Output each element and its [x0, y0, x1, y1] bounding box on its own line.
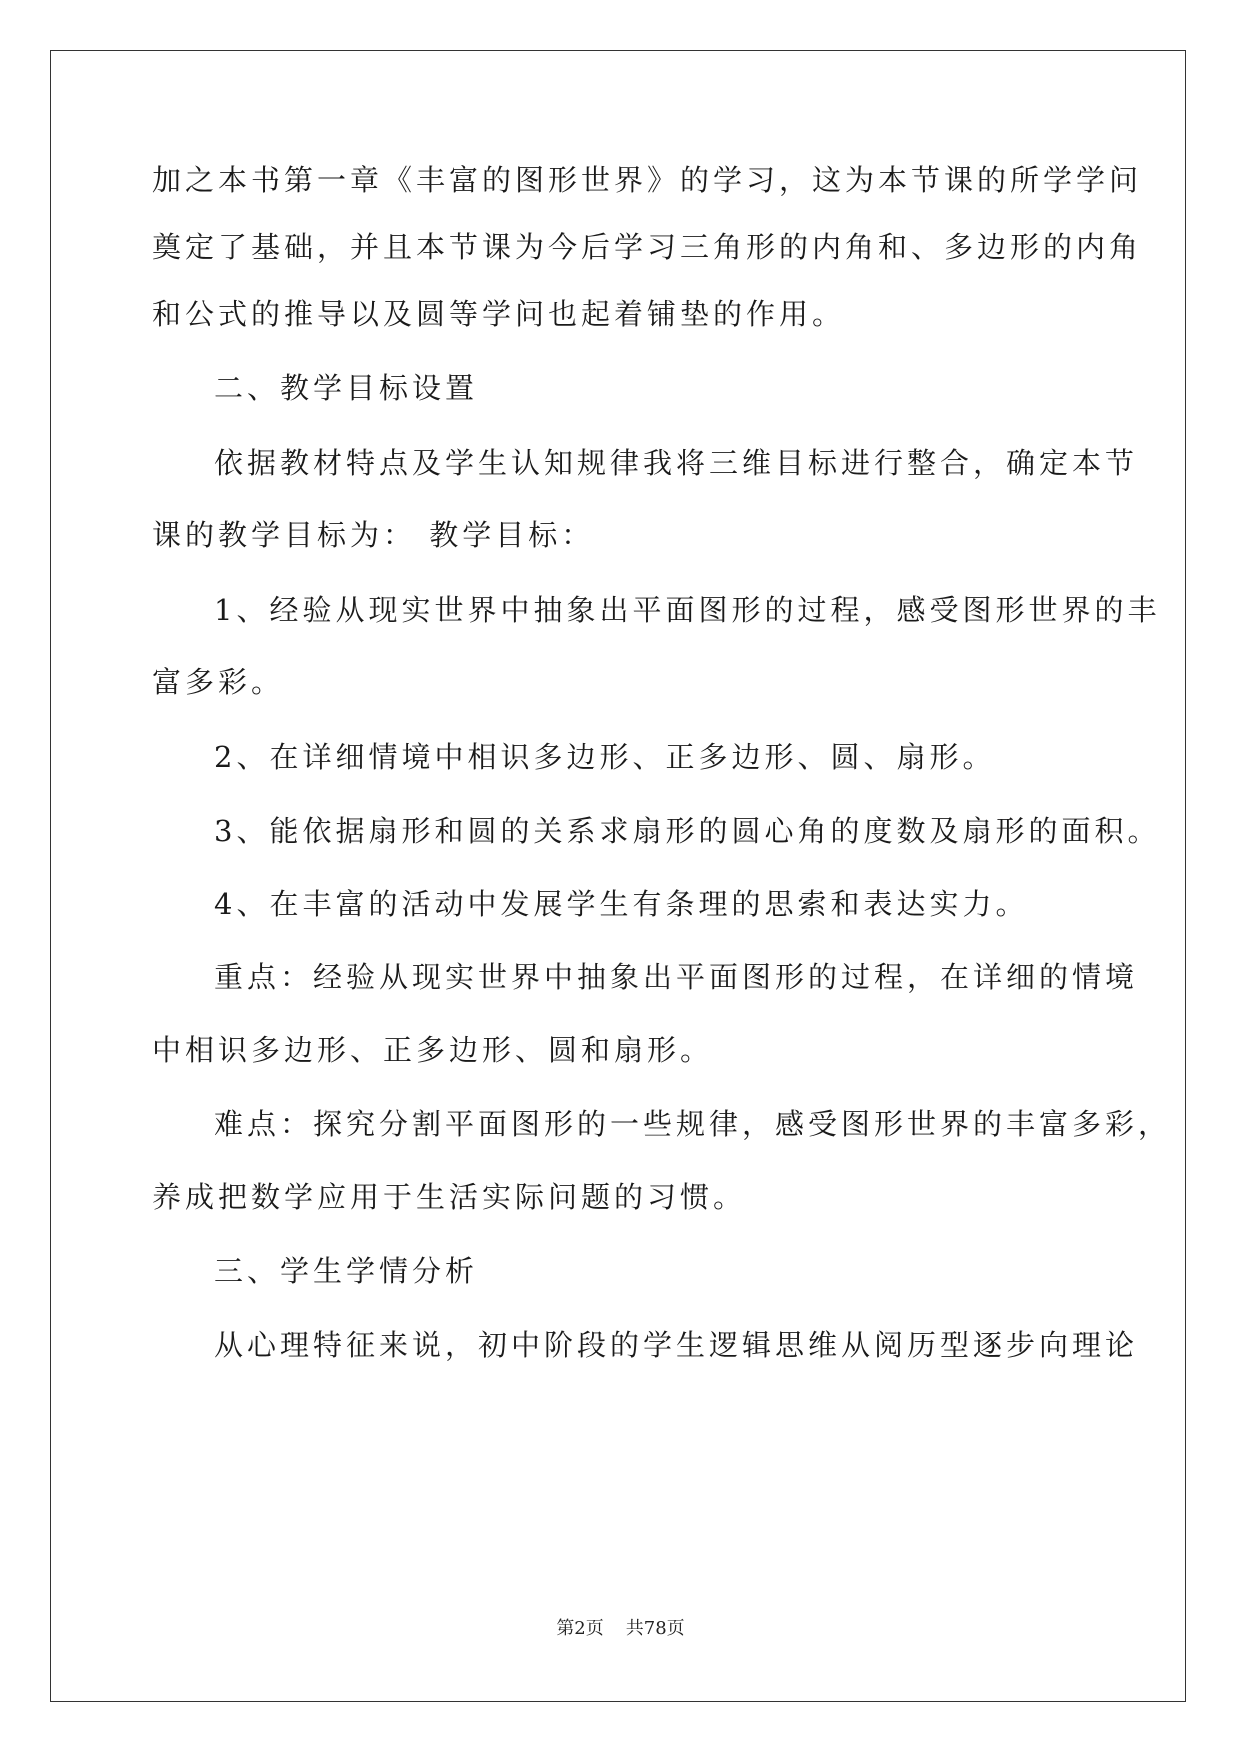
difficulty-line: 难点：探究分割平面图形的一些规律，感受图形世界的丰富多彩， [214, 1107, 1172, 1141]
list-item: 2、在详细情境中相识多边形、正多边形、圆、扇形。 [214, 740, 996, 774]
paragraph-line: 从心理特征来说，初中阶段的学生逻辑思维从阅历型逐步向理论 [214, 1328, 1139, 1362]
text-line: 中相识多边形、正多边形、圆和扇形。 [152, 1033, 714, 1067]
page-footer [0, 1617, 1241, 1641]
text-line: 加之本书第一章《丰富的图形世界》的学习，这为本节课的所学学问 [152, 163, 1143, 197]
text-line: 和公式的推导以及圆等学问也起着铺垫的作用。 [152, 297, 846, 331]
text-line: 富多彩。 [152, 665, 285, 699]
list-item: 4、在丰富的活动中发展学生有条理的思索和表达实力。 [214, 887, 1029, 921]
text-line: 奠定了基础，并且本节课为今后学习三角形的内角和、多边形的内角 [152, 230, 1143, 264]
section-heading: 三、学生学情分析 [214, 1254, 479, 1288]
key-point-line: 重点：经验从现实世界中抽象出平面图形的过程，在详细的情境 [214, 960, 1139, 994]
list-item: 3、能依据扇形和圆的关系求扇形的圆心角的度数及扇形的面积。 [214, 814, 1161, 848]
page-number: 第2页 [556, 1618, 604, 1639]
section-heading: 二、教学目标设置 [214, 371, 479, 405]
list-item: 1、经验从现实世界中抽象出平面图形的过程，感受图形世界的丰 [214, 593, 1161, 627]
paragraph-line: 依据教材特点及学生认知规律我将三维目标进行整合，确定本节 [214, 446, 1139, 480]
text-line: 课的教学目标为： 教学目标： [152, 518, 595, 552]
total-pages: 共78页 [625, 1618, 685, 1639]
text-line: 养成把数学应用于生活实际问题的习惯。 [152, 1180, 747, 1214]
